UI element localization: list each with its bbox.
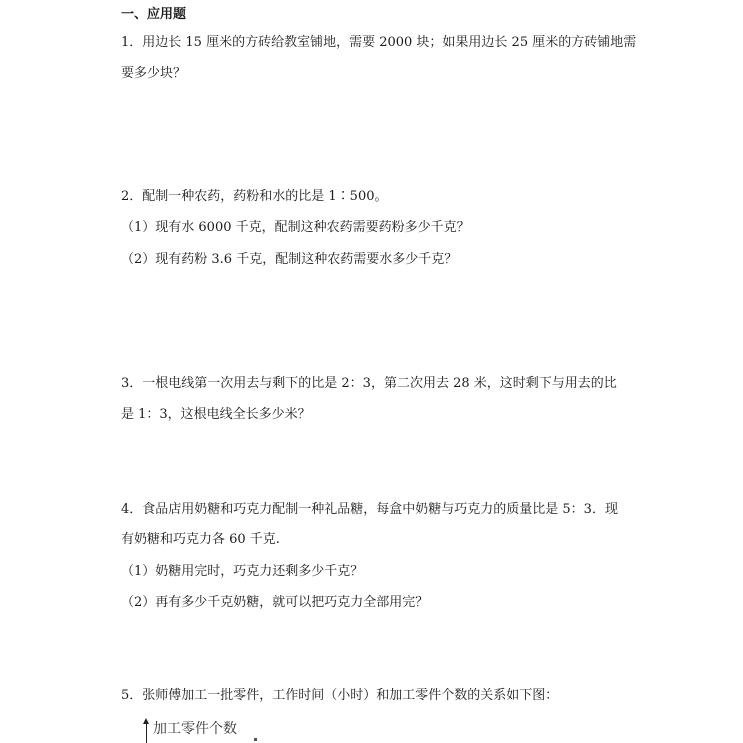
question-2-part-2: （2）现有药粉 3.6 千克，配制这种农药需要水多少千克？ [121, 252, 458, 267]
question-4-part-2: （2）再有多少千克奶糖，就可以把巧克力全部用完？ [121, 595, 429, 610]
question-2-line-1: 2．配制一种农药，药粉和水的比是 1∶500。 [121, 189, 388, 204]
y-axis-label: 加工零件个数 [153, 721, 237, 737]
question-3-line-1: 3．一根电线第一次用去与剩下的比是 2：3，第二次用去 28 米，这时剩下与用去的比 [121, 376, 617, 391]
question-4-part-1: （1）奶糖用完时，巧克力还剩多少千克？ [121, 564, 364, 579]
section-title: 一、应用题 [121, 7, 187, 22]
work-graph [146, 718, 276, 743]
question-1-line-2: 要多少块？ [121, 66, 187, 81]
question-4-line-2: 有奶糖和巧克力各 60 千克. [121, 532, 280, 547]
question-1-line-1: 1．用边长 15 厘米的方砖给教室铺地，需要 2000 块；如果用边长 25 厘米的方砖铺地需 [121, 35, 637, 50]
y-axis [146, 722, 147, 743]
question-5-line-1: 5．张师傅加工一批零件，工作时间（小时）和加工零件个数的关系如下图： [121, 688, 559, 703]
graph-mark [254, 738, 257, 741]
question-3-line-2: 是 1：3，这根电线全长多少米？ [121, 407, 311, 422]
question-2-part-1: （1）现有水 6000 千克，配制这种农药需要药粉多少千克？ [121, 220, 470, 235]
question-4-line-1: 4．食品店用奶糖和巧克力配制一种礼品糖，每盒中奶糖与巧克力的质量比是 5：3．现 [121, 502, 618, 517]
